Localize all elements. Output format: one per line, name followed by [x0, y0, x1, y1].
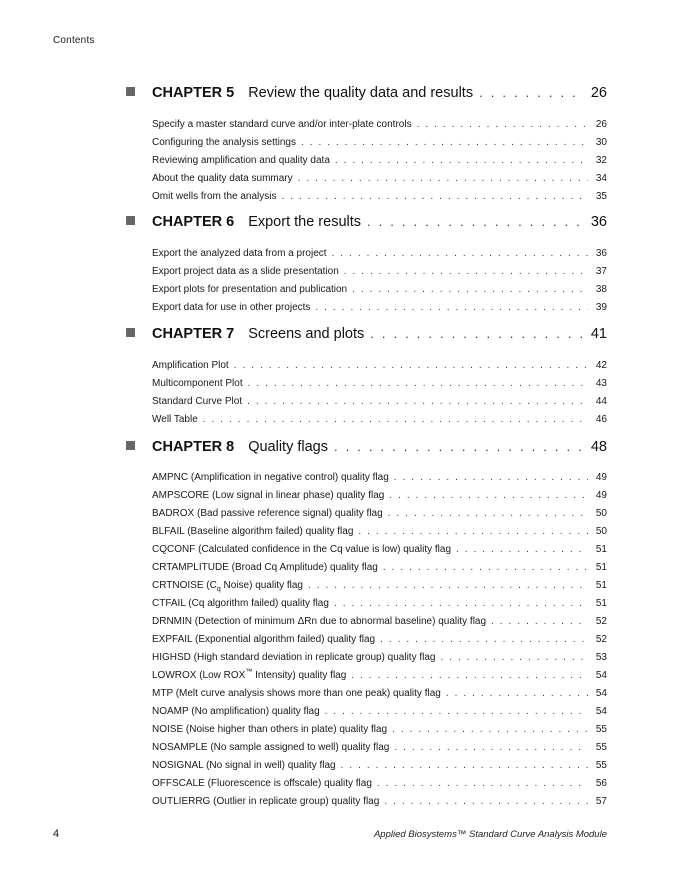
dot-leader	[417, 119, 588, 130]
chapter-heading[interactable]	[126, 326, 607, 350]
entry-title: CRTAMPLITUDE (Broad Cq Amplitude) quality flag	[152, 562, 378, 573]
entry-title: NOSAMPLE (No sample assigned to well) quality flag	[152, 742, 390, 753]
document-title: Applied Biosystems™ Standard Curve Analysis Module	[373, 829, 607, 840]
dot-leader	[380, 634, 588, 645]
entry-title-part: CRTNOISE (C	[152, 580, 217, 591]
entry-page-number: 54	[595, 670, 607, 681]
entry-title: DRNMIN (Detection of minimum ΔRn due to abnormal baseline) quality flag	[152, 616, 487, 627]
chapter-number: CHAPTER 7	[152, 326, 235, 342]
dot-leader	[341, 760, 588, 771]
dot-leader	[332, 248, 588, 259]
dot-leader	[203, 414, 588, 425]
entry-page-number: 50	[595, 526, 607, 537]
entry-title: BLFAIL (Baseline algorithm failed) quality flag	[152, 526, 354, 537]
dot-leader	[358, 526, 588, 537]
entry-page-number: 39	[595, 302, 607, 313]
entry-title: Export the analyzed data from a project	[152, 248, 327, 259]
entry-title: Specify a master standard curve and/or inter-plate controls	[152, 119, 412, 130]
entry-page-number: 52	[595, 616, 607, 627]
dot-leader	[298, 173, 588, 184]
entry-title-part: LOWROX (Low ROX	[152, 670, 246, 681]
chapter-title: Quality flags	[248, 439, 328, 455]
toc-entry[interactable]	[152, 155, 607, 173]
entry-title: Export data for use in other projects	[152, 302, 311, 313]
entry-page-number: 52	[595, 634, 607, 645]
entry-title: Omit wells from the analysis	[152, 191, 277, 202]
entry-page-number: 54	[595, 688, 607, 699]
square-bullet-icon	[126, 216, 135, 225]
entry-page-number: 26	[595, 119, 607, 130]
chapter-title: Screens and plots	[248, 326, 365, 342]
entry-page-number: 51	[595, 598, 607, 609]
entry-title: Standard Curve Plot	[152, 396, 243, 407]
entry-title: OUTLIERRG (Outlier in replicate group) quality flag	[152, 796, 380, 807]
entry-page-number: 55	[595, 724, 607, 735]
toc-entry[interactable]	[152, 742, 607, 760]
chapter-title: Review the quality data and results	[248, 85, 474, 101]
chapter-heading[interactable]	[126, 85, 607, 109]
entry-page-number: 51	[595, 562, 607, 573]
chapter-7	[126, 326, 607, 432]
entry-page-number: 44	[595, 396, 607, 407]
toc-entry[interactable]	[152, 616, 607, 634]
square-bullet-icon	[126, 87, 135, 96]
entry-page-number: 51	[595, 544, 607, 555]
square-bullet-icon	[126, 328, 135, 337]
entry-page-number: 55	[595, 760, 607, 771]
toc-entry[interactable]	[152, 796, 607, 814]
entry-page-number: 50	[595, 508, 607, 519]
dot-leader	[491, 616, 588, 627]
toc-entry[interactable]	[152, 688, 607, 706]
toc-entry[interactable]	[152, 472, 607, 490]
entry-title: Export project data as a slide presentation	[152, 266, 339, 277]
entry-page-number: 32	[595, 155, 607, 166]
entry-title-part: Noise) quality flag	[220, 580, 303, 591]
entry-title: Well Table	[152, 414, 198, 425]
entry-page-number: 36	[595, 248, 607, 259]
chapter-heading[interactable]	[126, 439, 607, 463]
chapter-5	[126, 85, 607, 209]
entry-page-number: 42	[595, 360, 607, 371]
toc-entry[interactable]	[152, 490, 607, 508]
entry-title	[152, 580, 303, 591]
dot-leader	[234, 360, 588, 371]
toc-entry[interactable]	[152, 760, 607, 778]
dot-leader	[281, 191, 588, 202]
toc-entry[interactable]	[152, 248, 607, 266]
entry-title: HIGHSD (High standard deviation in replicate group) quality flag	[152, 652, 436, 663]
toc-entry[interactable]	[152, 580, 607, 598]
dot-leader	[351, 670, 588, 681]
toc-entry[interactable]	[152, 284, 607, 302]
entry-title: NOAMP (No amplification) quality flag	[152, 706, 320, 717]
entry-page-number: 34	[595, 173, 607, 184]
page-number: 4	[53, 828, 60, 840]
chapter-6	[126, 214, 607, 320]
dot-leader	[344, 266, 588, 277]
toc-entry[interactable]	[152, 266, 607, 284]
entry-title: Export plots for presentation and publication	[152, 284, 348, 295]
entry-title: OFFSCALE (Fluorescence is offscale) quality flag	[152, 778, 372, 789]
entry-page-number: 55	[595, 742, 607, 753]
entry-title-subscript: q	[216, 586, 221, 593]
chapter-page-number: 26	[590, 85, 607, 101]
entry-title: MTP (Melt curve analysis shows more than one peak) quality flag	[152, 688, 441, 699]
toc-entry[interactable]	[152, 119, 607, 137]
toc-entry[interactable]	[152, 396, 607, 414]
chapter-8	[126, 439, 607, 814]
dot-leader	[325, 706, 588, 717]
entry-title: CQCONF (Calculated confidence in the Cq value is low) quality flag	[152, 544, 452, 555]
entry-title: Multicomponent Plot	[152, 378, 243, 389]
chapter-number: CHAPTER 6	[152, 214, 235, 230]
toc-entry[interactable]	[152, 526, 607, 544]
dot-leader	[388, 508, 588, 519]
toc-entry[interactable]	[152, 706, 607, 724]
dot-leader	[383, 562, 588, 573]
entry-title: EXPFAIL (Exponential algorithm failed) quality flag	[152, 634, 376, 645]
entry-title: NOISE (Noise higher than others in plate) quality flag	[152, 724, 388, 735]
running-head: Contents	[53, 35, 95, 46]
entry-page-number: 49	[595, 472, 607, 483]
dot-leader	[301, 137, 588, 148]
entry-title: AMPSCORE (Low signal in linear phase) quality flag	[152, 490, 385, 501]
entry-page-number: 53	[595, 652, 607, 663]
entry-page-number: 30	[595, 137, 607, 148]
dot-leader	[394, 742, 588, 753]
dot-leader	[377, 778, 588, 789]
toc-entry[interactable]	[152, 378, 607, 396]
dot-leader	[334, 598, 588, 609]
toc-entry[interactable]	[152, 173, 607, 191]
entry-page-number: 57	[595, 796, 607, 807]
dot-leader	[247, 396, 588, 407]
entry-page-number: 51	[595, 580, 607, 591]
dot-leader	[315, 302, 588, 313]
entry-title	[152, 670, 346, 681]
chapter-heading[interactable]	[126, 214, 607, 238]
entry-page-number: 38	[595, 284, 607, 295]
dot-leader	[384, 796, 588, 807]
entry-title: NOSIGNAL (No signal in well) quality flag	[152, 760, 336, 771]
chapter-number: CHAPTER 5	[152, 85, 235, 101]
toc-entry[interactable]	[152, 778, 607, 796]
toc-entry[interactable]	[152, 137, 607, 155]
chapter-number: CHAPTER 8	[152, 439, 235, 455]
entry-page-number: 54	[595, 706, 607, 717]
dot-leader	[394, 472, 588, 483]
toc-entry[interactable]	[152, 724, 607, 742]
toc-entry[interactable]	[152, 302, 607, 320]
chapter-page-number: 48	[590, 439, 607, 455]
entry-title: Reviewing amplification and quality data	[152, 155, 330, 166]
toc-entry[interactable]	[152, 670, 607, 688]
dot-leader	[334, 439, 585, 454]
entry-page-number: 56	[595, 778, 607, 789]
dot-leader	[370, 326, 585, 341]
entry-page-number: 43	[595, 378, 607, 389]
entry-title: CTFAIL (Cq algorithm failed) quality flag	[152, 598, 329, 609]
chapter-title: Export the results	[248, 214, 362, 230]
entry-page-number: 46	[595, 414, 607, 425]
chapter-page-number: 41	[590, 326, 607, 342]
chapter-page-number: 36	[590, 214, 607, 230]
toc-entry[interactable]	[152, 191, 607, 209]
entry-title: About the quality data summary	[152, 173, 293, 184]
entry-title: Amplification Plot	[152, 360, 229, 371]
entry-page-number: 37	[595, 266, 607, 277]
entry-title: Configuring the analysis settings	[152, 137, 296, 148]
toc-entry[interactable]	[152, 634, 607, 652]
entry-title: BADROX (Bad passive reference signal) quality flag	[152, 508, 383, 519]
toc-entry[interactable]	[152, 562, 607, 580]
toc-entry[interactable]	[152, 414, 607, 432]
dot-leader	[335, 155, 588, 166]
entry-title: AMPNC (Amplification in negative control) quality flag	[152, 472, 389, 483]
toc-entry[interactable]	[152, 544, 607, 562]
dot-leader	[392, 724, 588, 735]
dot-leader	[248, 378, 588, 389]
square-bullet-icon	[126, 441, 135, 450]
dot-leader	[389, 490, 588, 501]
entry-title-part: Intensity) quality flag	[252, 670, 347, 681]
dot-leader	[456, 544, 588, 555]
entry-page-number: 35	[595, 191, 607, 202]
dot-leader	[446, 688, 588, 699]
toc-entry[interactable]	[152, 360, 607, 378]
dot-leader	[479, 85, 585, 100]
toc-entry[interactable]	[152, 508, 607, 526]
dot-leader	[352, 284, 588, 295]
dot-leader	[367, 214, 585, 229]
toc-entry[interactable]	[152, 598, 607, 616]
dot-leader	[308, 580, 588, 591]
dot-leader	[440, 652, 588, 663]
toc-entry[interactable]	[152, 652, 607, 670]
entry-title-superscript: ™	[245, 668, 253, 676]
entry-page-number: 49	[595, 490, 607, 501]
